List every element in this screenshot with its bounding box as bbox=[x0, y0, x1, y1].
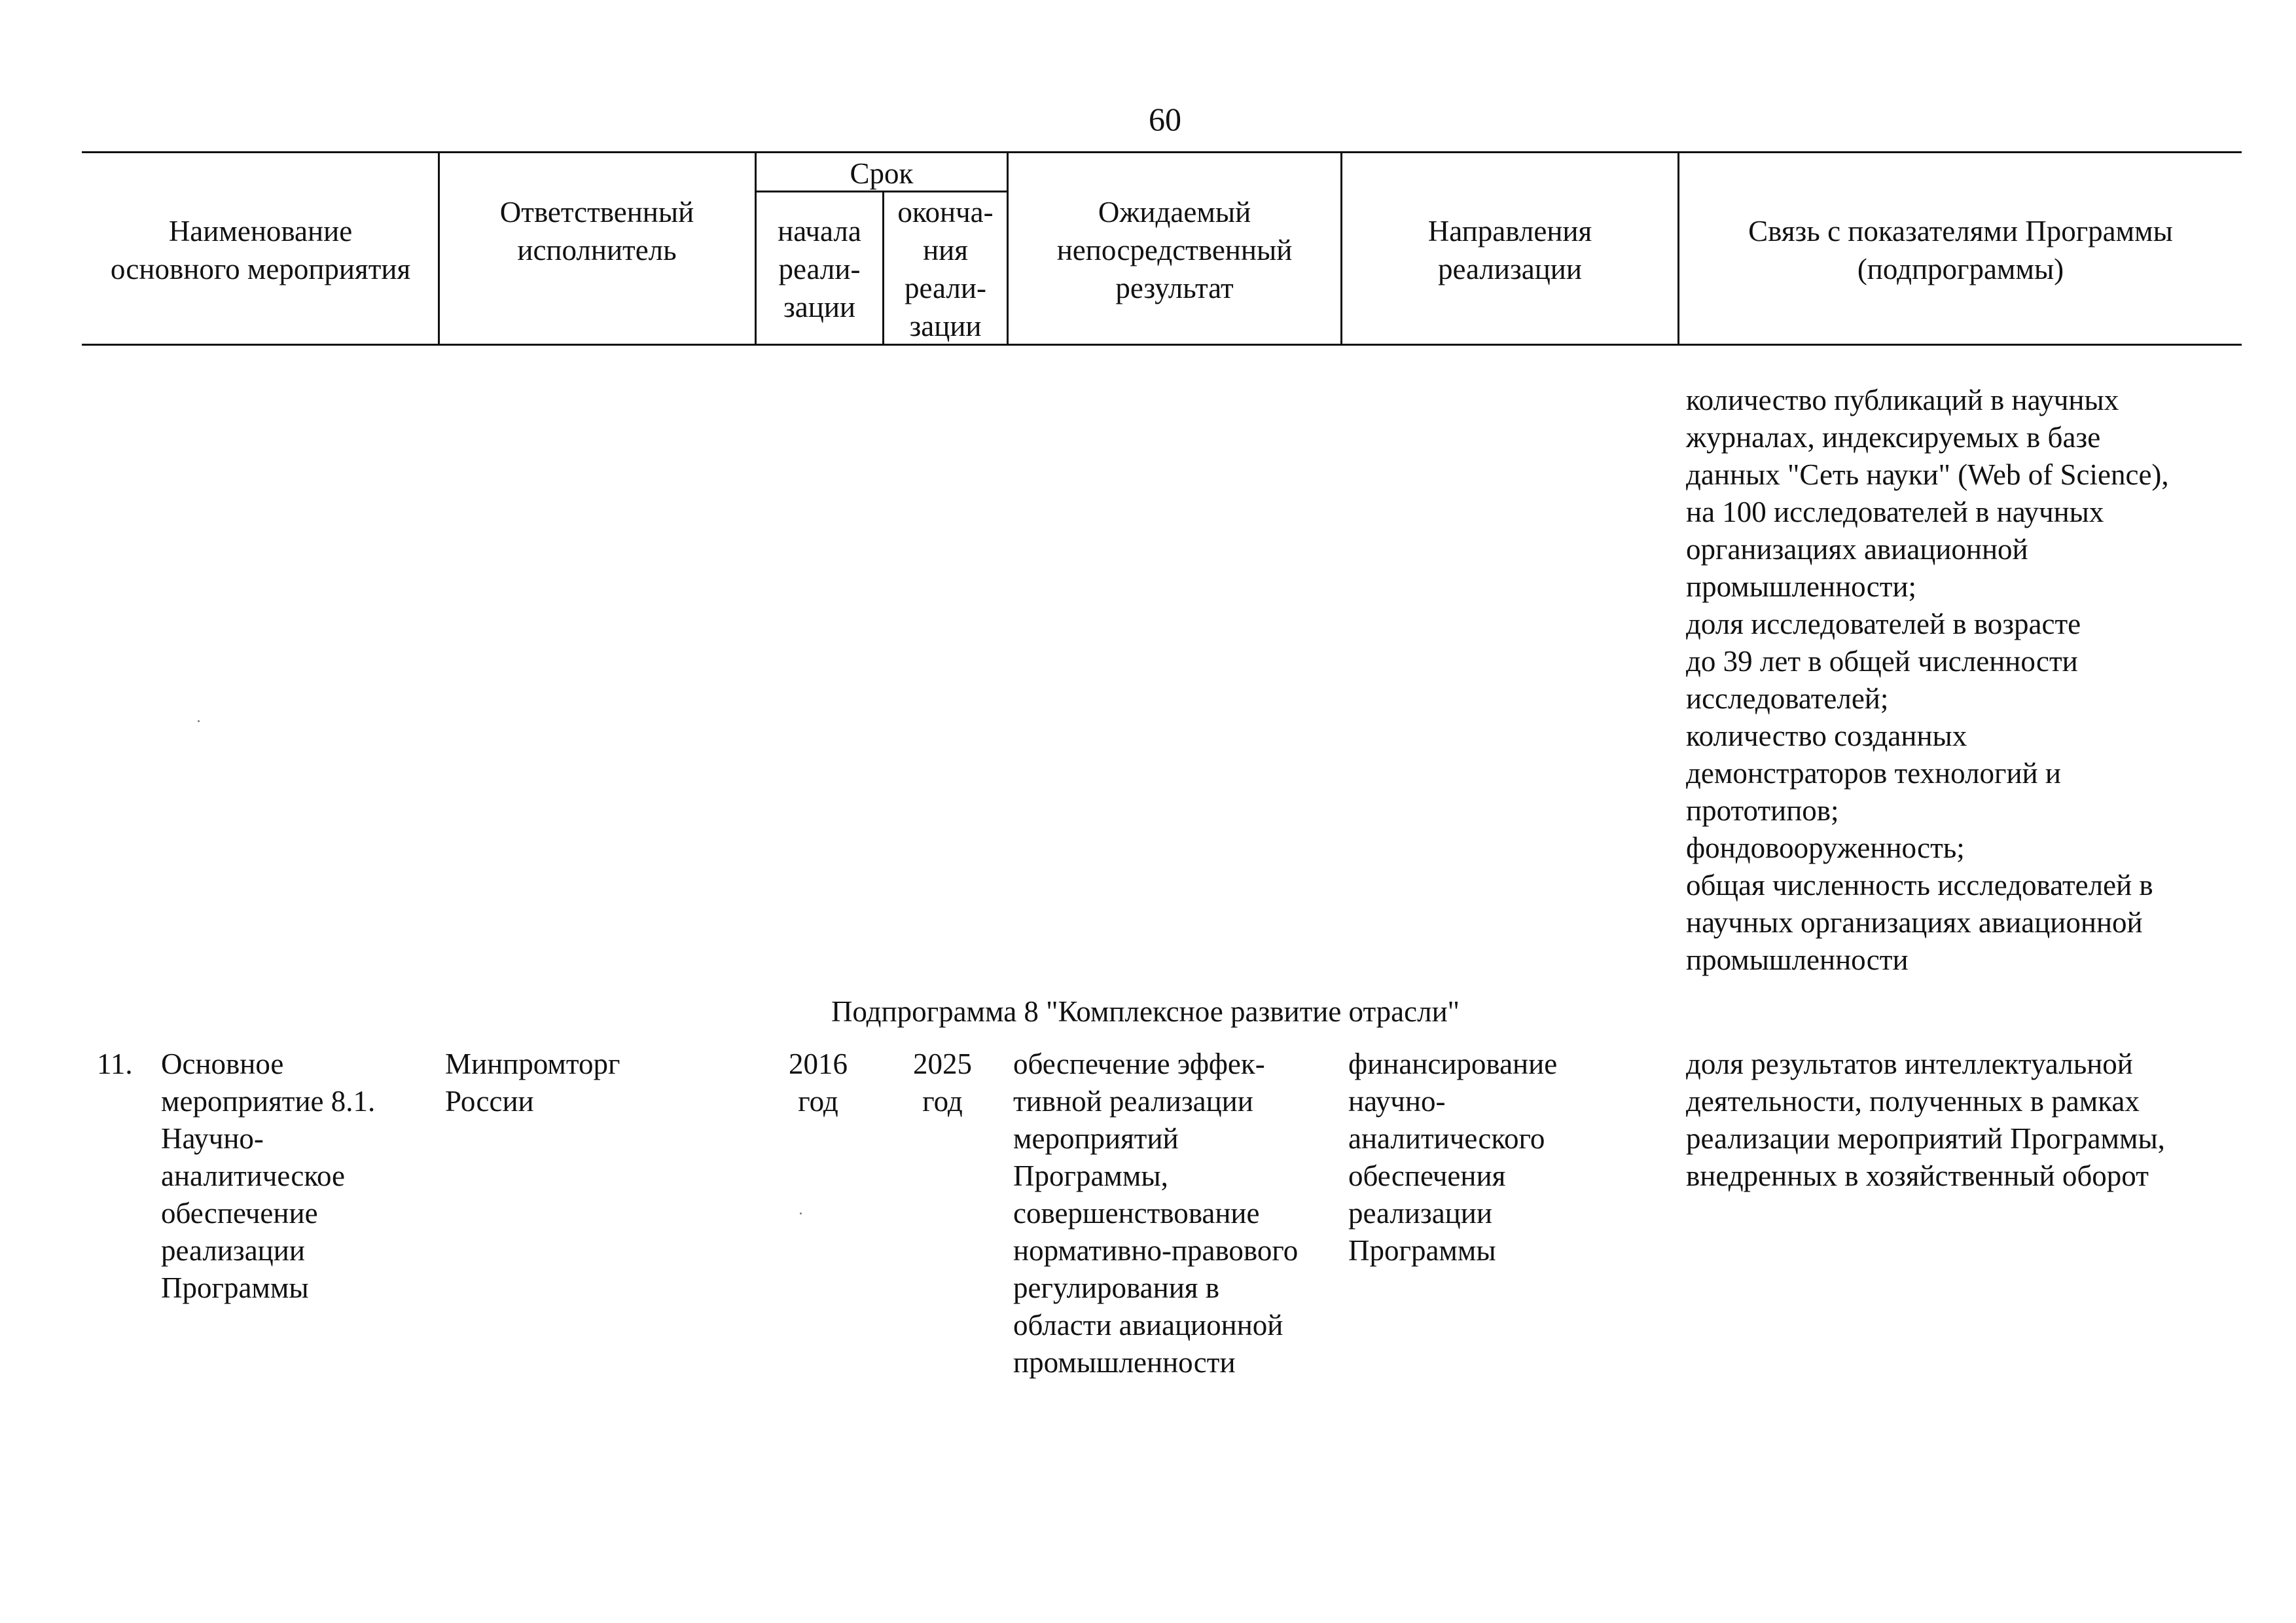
continued-indicators: количество публикаций в научных журналах, индексируемых в базе данных "Сеть науки" (Web of Science), на 100 исследователей в научных организациях авиационной промышленности; доля исследователей в возрасте до 39 лет в общей численности исследователей; количество созданных демонстраторов технологий и прототипов; фондовооруженность; общая численность исследователей в научных организациях авиационной промышленности bbox=[1686, 384, 2169, 976]
header-col-start: начала реали- зации bbox=[778, 215, 861, 323]
header-top-rule bbox=[82, 151, 2242, 153]
scan-speck bbox=[198, 720, 200, 722]
row-start: 2016 год bbox=[789, 1048, 848, 1118]
header-col-term: Срок bbox=[850, 157, 914, 190]
scan-speck bbox=[800, 1213, 802, 1214]
header-col-result: Ожидаемый непосредственный результат bbox=[1056, 196, 1293, 304]
row-result: обеспечение эффек- тивной реализации мероприятий Программы, совершенствование нормативно-правового регулирования в области авиационной промышленности bbox=[1013, 1048, 1299, 1379]
row-link: доля результатов интеллектуальной деятельности, полученных в рамках реализации мероприятий Программы, внедренных в хозяйственный оборот bbox=[1686, 1048, 2165, 1192]
subprogram-title: Подпрограмма 8 "Комплексное развитие отрасли" bbox=[831, 995, 1460, 1028]
header-col-executor: Ответственный исполнитель bbox=[499, 196, 694, 266]
header-col-directions: Направления реализации bbox=[1427, 215, 1592, 285]
row-directions: финансирование научно- аналитического обеспечения реализации Программы bbox=[1348, 1048, 1558, 1267]
header-col-link: Связь с показателями Программы (подпрограммы) bbox=[1748, 215, 2173, 285]
row-end: 2025 год bbox=[913, 1048, 972, 1118]
row-name: Основное мероприятие 8.1. Научно- аналитическое обеспечение реализации Программы bbox=[161, 1048, 376, 1304]
row-number: 11. bbox=[97, 1048, 133, 1080]
header-col-name: Наименование основного мероприятия bbox=[110, 215, 411, 285]
row-executor: Минпромторг России bbox=[445, 1048, 620, 1118]
header-bottom-rule bbox=[82, 344, 2242, 346]
header-col-end: оконча- ния реали- зации bbox=[897, 196, 994, 342]
page-number: 60 bbox=[1149, 101, 1181, 137]
